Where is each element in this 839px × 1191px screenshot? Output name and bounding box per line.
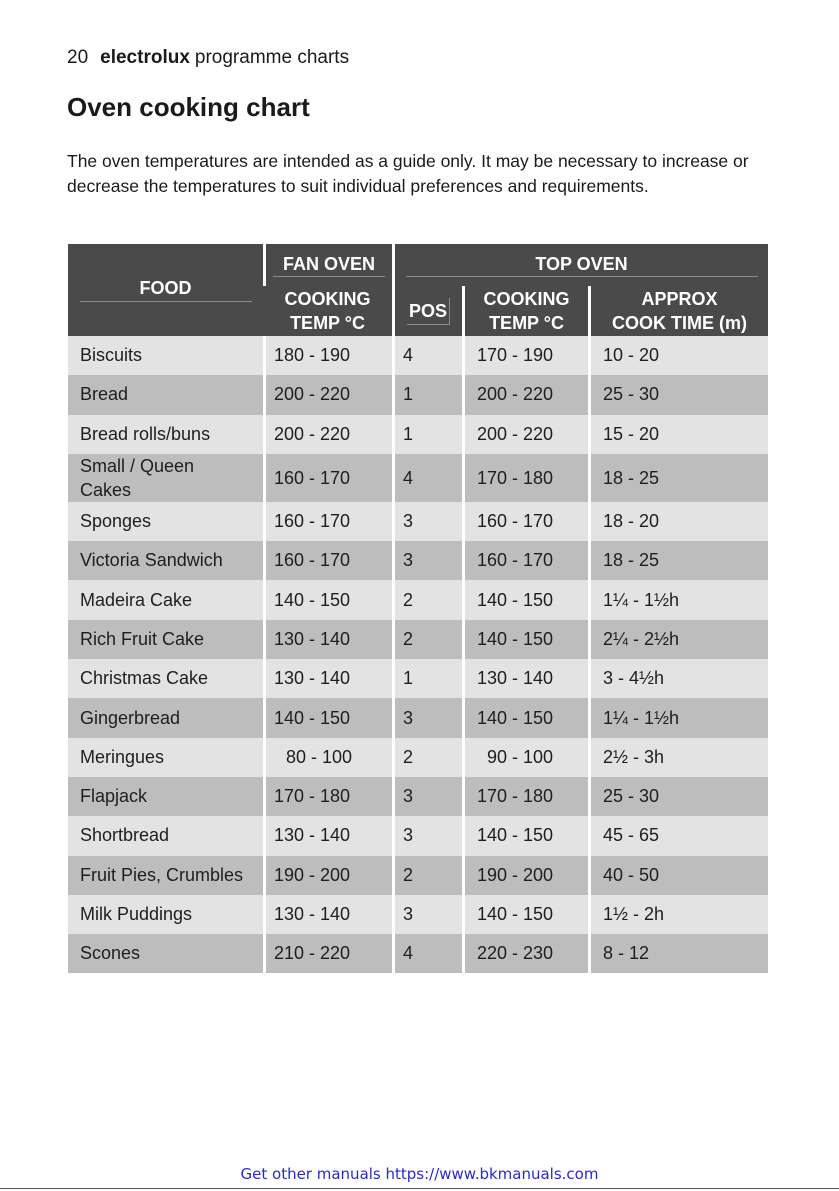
- pos-cell: 2: [392, 856, 462, 895]
- fan-temp-cell: 130 - 140: [263, 620, 392, 659]
- page-header: [67, 47, 349, 69]
- page-title: Oven cooking chart: [67, 92, 310, 122]
- cook-time-cell: 15 - 20: [588, 415, 768, 454]
- fan-cooking-temp-header: [263, 286, 392, 336]
- pos-cell: 3: [392, 541, 462, 580]
- pos-cell: 2: [392, 620, 462, 659]
- table-row: [68, 816, 768, 855]
- top-temp-cell: 140 - 150: [462, 895, 588, 934]
- top-temp-cell: 130 - 140: [462, 659, 588, 698]
- cook-time-cell: 8 - 12: [588, 934, 768, 973]
- food-cell: [68, 454, 263, 502]
- top-temp-cell: 90 - 100: [462, 738, 588, 777]
- top-temp-header-line1: COOKING: [483, 289, 570, 309]
- fan-temp-header-line2: TEMP °C: [290, 313, 365, 333]
- oven-cooking-table: [68, 244, 768, 973]
- pos-cell: 3: [392, 777, 462, 816]
- food-cell: Rich Fruit Cake: [68, 620, 263, 659]
- food-cell: Bread: [68, 375, 263, 414]
- food-cell: Biscuits: [68, 336, 263, 375]
- table-row: [68, 934, 768, 973]
- table-row: [68, 375, 768, 414]
- food-cell-line2: Cakes: [80, 479, 132, 500]
- cook-time-cell: 3 - 4½h: [588, 659, 768, 698]
- fan-temp-cell: 190 - 200: [263, 856, 392, 895]
- top-oven-group-header: [392, 244, 768, 286]
- top-temp-cell: 170 - 180: [462, 454, 588, 502]
- pos-cell: 3: [392, 502, 462, 541]
- cook-time-cell: 2½ - 3h: [588, 738, 768, 777]
- table-row: [68, 580, 768, 619]
- pos-header: [392, 286, 462, 336]
- pos-cell: 4: [392, 336, 462, 375]
- cook-time-cell: 25 - 30: [588, 375, 768, 414]
- top-temp-cell: 170 - 190: [462, 336, 588, 375]
- top-cooking-temp-header: [462, 286, 588, 336]
- fan-oven-group-header: [263, 244, 392, 286]
- top-temp-cell: 140 - 150: [462, 580, 588, 619]
- top-temp-cell: 170 - 180: [462, 777, 588, 816]
- table-row: [68, 336, 768, 375]
- food-cell: Sponges: [68, 502, 263, 541]
- top-temp-cell: 140 - 150: [462, 620, 588, 659]
- fan-temp-cell: 130 - 140: [263, 895, 392, 934]
- table-row: [68, 620, 768, 659]
- pos-cell: 3: [392, 895, 462, 934]
- food-cell: Christmas Cake: [68, 659, 263, 698]
- pos-cell: 1: [392, 415, 462, 454]
- cook-time-cell: 18 - 20: [588, 502, 768, 541]
- intro-paragraph: The oven temperatures are intended as a guide only. It may be necessary to increase or decrease the temperatures to suit individual preferences and requirements.: [67, 151, 749, 196]
- fan-temp-cell: 140 - 150: [263, 580, 392, 619]
- section-name: programme charts: [194, 47, 350, 68]
- fan-oven-label: FAN OVEN: [273, 254, 385, 277]
- food-cell: Madeira Cake: [68, 580, 263, 619]
- food-cell: Meringues: [68, 738, 263, 777]
- page-number: 20: [67, 47, 89, 68]
- table-row: [68, 895, 768, 934]
- top-temp-cell: 140 - 150: [462, 698, 588, 737]
- food-cell: Scones: [68, 934, 263, 973]
- pos-header-label: POS: [407, 298, 450, 325]
- food-cell: Fruit Pies, Crumbles: [68, 856, 263, 895]
- food-cell: Flapjack: [68, 777, 263, 816]
- fan-temp-cell: 130 - 140: [263, 816, 392, 855]
- table-row: [68, 856, 768, 895]
- food-cell: Milk Puddings: [68, 895, 263, 934]
- cook-time-cell: 1¼ - 1½h: [588, 698, 768, 737]
- top-oven-label: TOP OVEN: [406, 254, 758, 277]
- table-row: [68, 454, 768, 502]
- cook-time-cell: 25 - 30: [588, 777, 768, 816]
- pos-cell: 1: [392, 659, 462, 698]
- table-row: [68, 502, 768, 541]
- approx-cook-time-header: [588, 286, 768, 336]
- top-temp-cell: 160 - 170: [462, 502, 588, 541]
- food-cell: Victoria Sandwich: [68, 541, 263, 580]
- top-temp-cell: 190 - 200: [462, 856, 588, 895]
- fan-temp-cell: 160 - 170: [263, 502, 392, 541]
- footer-manuals-link[interactable]: Get other manuals https://www.bkmanuals.com: [240, 1165, 599, 1183]
- food-cell: Bread rolls/buns: [68, 415, 263, 454]
- fan-temp-cell: 130 - 140: [263, 659, 392, 698]
- top-temp-cell: 160 - 170: [462, 541, 588, 580]
- cook-time-cell: 40 - 50: [588, 856, 768, 895]
- pos-cell: 3: [392, 698, 462, 737]
- cook-time-cell: 18 - 25: [588, 454, 768, 502]
- table-row: [68, 698, 768, 737]
- pos-cell: 4: [392, 454, 462, 502]
- food-cell: Gingerbread: [68, 698, 263, 737]
- cook-time-cell: 2¼ - 2½h: [588, 620, 768, 659]
- top-temp-header-line2: TEMP °C: [489, 313, 564, 333]
- table-row: [68, 738, 768, 777]
- pos-cell: 2: [392, 738, 462, 777]
- fan-temp-cell: 170 - 180: [263, 777, 392, 816]
- brand-name: electrolux: [100, 47, 190, 68]
- food-cell-line1: Small / Queen: [80, 455, 195, 476]
- cook-time-cell: 1¼ - 1½h: [588, 580, 768, 619]
- food-column-header: [68, 244, 263, 336]
- cook-time-cell: 1½ - 2h: [588, 895, 768, 934]
- pos-cell: 1: [392, 375, 462, 414]
- top-temp-cell: 200 - 220: [462, 375, 588, 414]
- fan-temp-cell: 80 - 100: [263, 738, 392, 777]
- table-row: [68, 777, 768, 816]
- table-row: [68, 541, 768, 580]
- fan-temp-cell: 200 - 220: [263, 375, 392, 414]
- table-row: [68, 659, 768, 698]
- cook-time-cell: 10 - 20: [588, 336, 768, 375]
- cook-time-cell: 45 - 65: [588, 816, 768, 855]
- fan-temp-cell: 210 - 220: [263, 934, 392, 973]
- approx-header-line2: COOK TIME (m): [612, 313, 747, 333]
- fan-temp-cell: 160 - 170: [263, 454, 392, 502]
- top-temp-cell: 140 - 150: [462, 816, 588, 855]
- pos-cell: 4: [392, 934, 462, 973]
- fan-temp-header-line1: COOKING: [284, 289, 371, 309]
- pos-cell: 2: [392, 580, 462, 619]
- fan-temp-cell: 180 - 190: [263, 336, 392, 375]
- top-temp-cell: 220 - 230: [462, 934, 588, 973]
- pos-cell: 3: [392, 816, 462, 855]
- footer-divider: [0, 1188, 839, 1189]
- fan-temp-cell: 200 - 220: [263, 415, 392, 454]
- food-header-label: FOOD: [80, 278, 252, 302]
- food-cell: Shortbread: [68, 816, 263, 855]
- top-temp-cell: 200 - 220: [462, 415, 588, 454]
- table-row: [68, 415, 768, 454]
- cook-time-cell: 18 - 25: [588, 541, 768, 580]
- approx-header-line1: APPROX: [641, 289, 718, 309]
- fan-temp-cell: 140 - 150: [263, 698, 392, 737]
- fan-temp-cell: 160 - 170: [263, 541, 392, 580]
